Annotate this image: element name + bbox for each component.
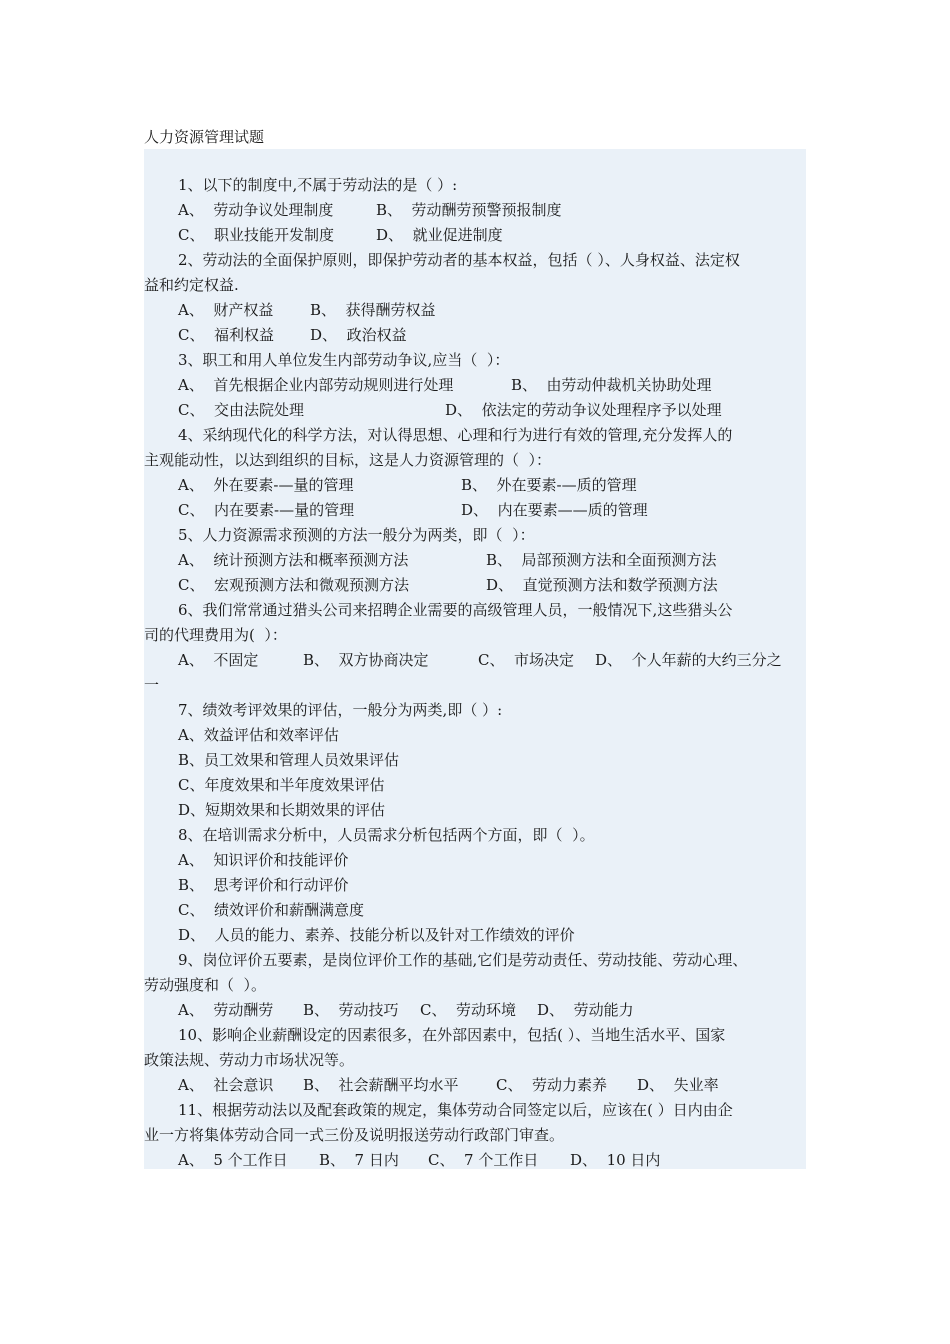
options-row xyxy=(144,198,806,223)
option-text: D、 政治权益 xyxy=(310,326,407,344)
option-text: D、 就业促进制度 xyxy=(376,226,503,244)
option-text: C、 宏观预测方法和微观预测方法 xyxy=(178,576,410,594)
options-row xyxy=(144,323,806,348)
text-line: A、效益评估和效率评估 xyxy=(178,726,339,744)
text-line: C、年度效果和半年度效果评估 xyxy=(178,776,385,794)
question-text: 9、岗位评价五要素，是岗位评价工作的基础,它们是劳动责任、劳动技能、劳动心理、 xyxy=(178,951,748,969)
options-row xyxy=(144,498,806,523)
text-line: B、员工效果和管理人员效果评估 xyxy=(178,751,400,769)
text-line: 益和约定权益. xyxy=(144,276,239,294)
option-text: C、 市场决定 xyxy=(478,651,575,669)
option-text: D、 依法定的劳动争议处理程序予以处理 xyxy=(445,401,722,419)
option-text: B、 双方协商决定 xyxy=(303,651,429,669)
options-row xyxy=(144,373,806,398)
option-text: A、 不固定 xyxy=(178,651,259,669)
text-line: 政策法规、劳动力市场状况等。 xyxy=(144,1051,355,1069)
text-line: D、 人员的能力、素养、技能分析以及针对工作绩效的评价 xyxy=(178,926,575,944)
option-text: C、 职业技能开发制度 xyxy=(178,226,335,244)
option-text: D、 劳动能力 xyxy=(537,1001,634,1019)
option-text: C、 劳动力素养 xyxy=(496,1076,608,1094)
option-text: C、 交由法院处理 xyxy=(178,401,305,419)
options-row xyxy=(144,998,806,1023)
question-text: 3、职工和用人单位发生内部劳动争议,应当（ ）： xyxy=(178,351,510,369)
options-row xyxy=(144,473,806,498)
option-text: D、 10 日内 xyxy=(570,1151,661,1169)
option-text: C、 7 个工作日 xyxy=(428,1151,539,1169)
option-text: D、 失业率 xyxy=(637,1076,719,1094)
question-text: 1、以下的制度中,不属于劳动法的是（ ）: xyxy=(178,176,458,194)
question-text: 5、人力资源需求预测的方法一般分为两类，即（ ）： xyxy=(178,526,535,544)
document-title: 人力资源管理试题 xyxy=(144,128,265,146)
option-text: A、 外在要素-—量的管理 xyxy=(178,476,354,494)
option-text: C、 劳动环境 xyxy=(420,1001,517,1019)
text-line: 劳动强度和（ ）。 xyxy=(144,976,267,994)
option-text: B、 获得酬劳权益 xyxy=(310,301,436,319)
options-row xyxy=(144,1073,806,1098)
option-text: D、 直觉预测方法和数学预测方法 xyxy=(486,576,718,594)
text-line: 司的代理费用为( ）： xyxy=(144,626,287,644)
question-text: 6、我们常常通过猎头公司来招聘企业需要的高级管理人员，一般情况下,这些猎头公 xyxy=(178,601,733,619)
option-text: B、 由劳动仲裁机关协助处理 xyxy=(511,376,712,394)
text-line: 主观能动性，以达到组织的目标，这是人力资源管理的（ ）： xyxy=(144,451,552,469)
question-text: 11、根据劳动法以及配套政策的规定，集体劳动合同签定以后，应该在( ）日内由企 xyxy=(178,1101,733,1119)
options-row xyxy=(144,298,806,323)
text-line: A、 知识评价和技能评价 xyxy=(178,851,349,869)
options-row xyxy=(144,573,806,598)
option-text: B、 劳动酬劳预警预报制度 xyxy=(376,201,562,219)
options-row xyxy=(144,548,806,573)
option-text: A、 首先根据企业内部劳动规则进行处理 xyxy=(178,376,454,394)
question-text: 10、影响企业薪酬设定的因素很多，在外部因素中，包括( ）、当地生活水平、国家 xyxy=(178,1026,726,1044)
question-text: 8、在培训需求分析中，人员需求分析包括两个方面，即（ ）。 xyxy=(178,826,595,844)
option-text: A、 劳动争议处理制度 xyxy=(178,201,334,219)
text-line: C、 绩效评价和薪酬满意度 xyxy=(178,901,365,919)
options-row xyxy=(144,648,806,673)
question-text: 2、劳动法的全面保护原则，即保护劳动者的基本权益，包括（ ）、人身权益、法定权 xyxy=(178,251,740,269)
text-line: 一 xyxy=(144,676,160,694)
text-line: B、 思考评价和行动评价 xyxy=(178,876,349,894)
option-text: A、 社会意识 xyxy=(178,1076,274,1094)
option-text: C、 内在要素-—量的管理 xyxy=(178,501,355,519)
question-panel xyxy=(144,149,806,1169)
text-line: 业一方将集体劳动合同一式三份及说明报送劳动行政部门审查。 xyxy=(144,1126,565,1144)
question-text: 4、采纳现代化的科学方法，对认得思想、心理和行为进行有效的管理,充分发挥人的 xyxy=(178,426,733,444)
option-text: A、 统计预测方法和概率预测方法 xyxy=(178,551,409,569)
option-text: B、 7 日内 xyxy=(319,1151,399,1169)
option-text: D、 内在要素——质的管理 xyxy=(461,501,648,519)
option-text: A、 财产权益 xyxy=(178,301,274,319)
option-text: B、 局部预测方法和全面预测方法 xyxy=(486,551,717,569)
option-text: B、 社会薪酬平均水平 xyxy=(303,1076,459,1094)
option-text: A、 5 个工作日 xyxy=(178,1151,288,1169)
option-text: B、 劳动技巧 xyxy=(303,1001,399,1019)
options-row xyxy=(144,1148,806,1173)
option-text: C、 福利权益 xyxy=(178,326,275,344)
question-text: 7、绩效考评效果的评估，一般分为两类,即（ ）: xyxy=(178,701,503,719)
options-row xyxy=(144,223,806,248)
options-row xyxy=(144,398,806,423)
option-text: A、 劳动酬劳 xyxy=(178,1001,274,1019)
option-text: D、 个人年薪的大约三分之 xyxy=(595,651,782,669)
option-text: B、 外在要素-—质的管理 xyxy=(461,476,637,494)
text-line: D、短期效果和长期效果的评估 xyxy=(178,801,386,819)
